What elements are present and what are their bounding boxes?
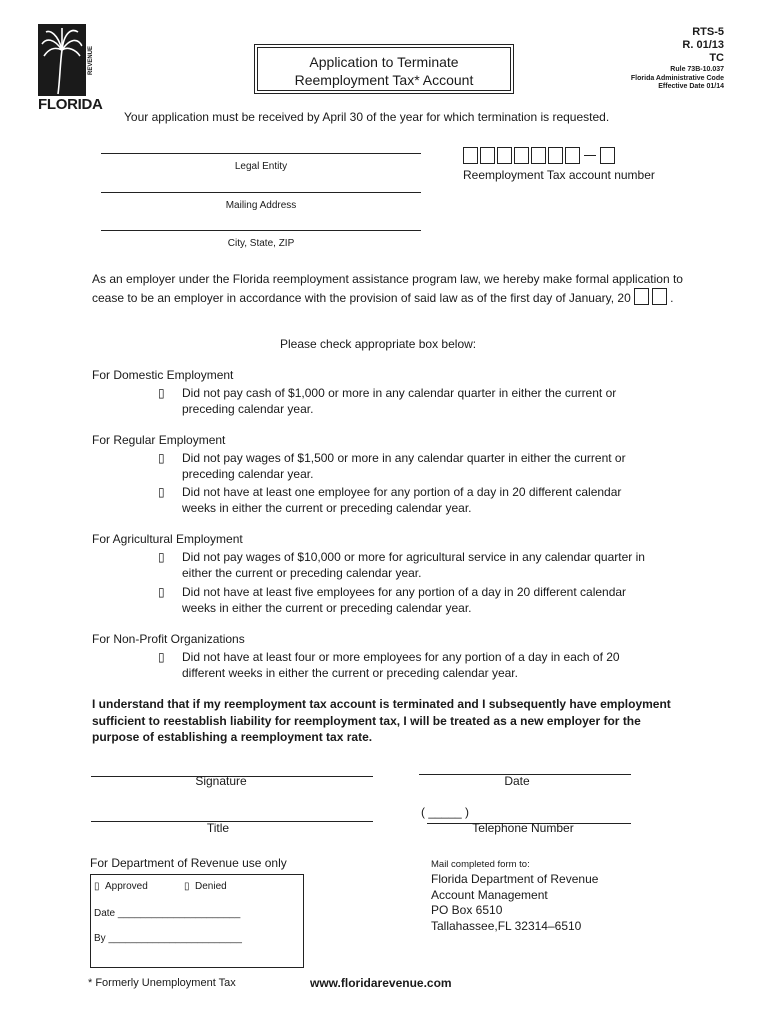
agricultural-checkbox-1[interactable]: ▯ bbox=[158, 550, 165, 564]
mailing-address-field[interactable] bbox=[101, 192, 421, 193]
rule-number: Rule 73B-10.037 bbox=[670, 66, 724, 73]
dor-by-field[interactable]: By ________________________ bbox=[94, 933, 242, 944]
account-digit-box[interactable] bbox=[497, 147, 512, 164]
account-number-label: Reemployment Tax account number bbox=[463, 168, 655, 182]
regular-option-2 bbox=[182, 485, 682, 516]
department-of-revenue-text: DEPARTMENT OF REVENUE bbox=[82, 34, 94, 86]
nonprofit-section-title: For Non-Profit Organizations bbox=[92, 632, 245, 646]
form-title-line2: Reemployment Tax* Account bbox=[294, 72, 474, 88]
approved-label: Approved bbox=[105, 881, 148, 892]
account-check-digit-box[interactable] bbox=[600, 147, 615, 164]
option-text-line: either the current or preceding calendar year. bbox=[182, 565, 422, 580]
option-text-line: Did not have at least four or more employees for any portion of a day in each of 20 bbox=[182, 650, 620, 664]
denied-checkbox[interactable]: ▯ bbox=[184, 881, 190, 892]
application-statement bbox=[92, 271, 692, 306]
agricultural-option-2 bbox=[182, 585, 682, 616]
mail-address bbox=[431, 872, 598, 934]
form-tc: TC bbox=[709, 52, 724, 64]
agricultural-section-title: For Agricultural Employment bbox=[92, 532, 243, 546]
mail-address-line: PO Box 6510 bbox=[431, 903, 503, 917]
account-digit-box[interactable] bbox=[531, 147, 546, 164]
form-title-box bbox=[254, 44, 514, 94]
year-digit-box[interactable] bbox=[634, 288, 649, 305]
year-digit-box[interactable] bbox=[652, 288, 667, 305]
area-code-field[interactable]: ( _____ ) bbox=[421, 805, 470, 819]
mailing-address-label: Mailing Address bbox=[225, 200, 297, 211]
telephone-label: Telephone Number bbox=[472, 821, 574, 835]
regular-option-1 bbox=[182, 451, 682, 482]
account-digit-box[interactable] bbox=[463, 147, 478, 164]
signature-label: Signature bbox=[195, 774, 247, 788]
denied-label: Denied bbox=[195, 881, 227, 892]
form-title-line1: Application to Terminate bbox=[309, 54, 459, 70]
city-state-zip-label: City, State, ZIP bbox=[227, 238, 295, 249]
dor-use-box bbox=[90, 874, 304, 968]
option-text-line: weeks in either the current or preceding calendar year. bbox=[182, 500, 472, 515]
regular-checkbox-2[interactable]: ▯ bbox=[158, 485, 165, 499]
acknowledgement-statement: I understand that if my reemployment tax account is terminated and I subsequently have employment sufficient to reestablish liability for reemployment tax, I will be treated as a new employer for the purpose of establishing a reemployment tax rate. bbox=[92, 697, 671, 744]
approved-checkbox[interactable]: ▯ bbox=[94, 881, 100, 892]
legal-entity-label: Legal Entity bbox=[234, 161, 288, 172]
account-digit-box[interactable] bbox=[565, 147, 580, 164]
legal-entity-field[interactable] bbox=[101, 153, 421, 154]
account-dash bbox=[584, 155, 596, 156]
form-code: RTS-5 bbox=[692, 26, 724, 38]
domestic-checkbox-1[interactable]: ▯ bbox=[158, 386, 165, 400]
dor-date-field[interactable]: Date ______________________ bbox=[94, 908, 241, 919]
option-text-line: preceding calendar year. bbox=[182, 401, 314, 416]
rule-info bbox=[631, 66, 724, 92]
effective-date: Effective Date 01/14 bbox=[658, 83, 724, 90]
nonprofit-option-1 bbox=[182, 650, 682, 681]
form-identifier bbox=[682, 26, 724, 65]
florida-wordmark: FLORIDA bbox=[38, 96, 103, 113]
account-digit-box[interactable] bbox=[514, 147, 529, 164]
option-text-line: Did not have at least five employees for any portion of a day in 20 different calendar bbox=[182, 585, 627, 599]
option-text-line: Did not pay wages of $10,000 or more for agricultural service in any calendar quarter in bbox=[182, 550, 645, 564]
option-text-line: Did not pay wages of $1,500 or more in any calendar quarter in either the current or bbox=[182, 451, 626, 465]
regular-checkbox-1[interactable]: ▯ bbox=[158, 451, 165, 465]
account-digit-box[interactable] bbox=[480, 147, 495, 164]
nonprofit-checkbox-1[interactable]: ▯ bbox=[158, 650, 165, 664]
domestic-section-title: For Domestic Employment bbox=[92, 368, 234, 382]
agricultural-checkbox-2[interactable]: ▯ bbox=[158, 585, 165, 599]
footnote: * Formerly Unemployment Tax bbox=[88, 977, 236, 989]
website-link[interactable]: www.floridarevenue.com bbox=[310, 976, 452, 990]
form-revision: R. 01/13 bbox=[682, 39, 724, 51]
mail-address-line: Account Management bbox=[431, 887, 548, 902]
domestic-option-1 bbox=[182, 386, 682, 417]
check-instruction: Please check appropriate box below: bbox=[280, 337, 477, 351]
account-number-boxes[interactable] bbox=[463, 147, 617, 164]
option-text-line: Did not pay cash of $1,000 or more in any calendar quarter in either the current or bbox=[182, 386, 617, 400]
application-statement-text: As an employer under the Florida reemployment assistance program law, we hereby make formal application to cease to be an employer in accordance with the provision of said law as of the first day of January, 20 bbox=[92, 272, 683, 305]
option-text-line: preceding calendar year. bbox=[182, 466, 314, 481]
regular-section-title: For Regular Employment bbox=[92, 433, 226, 447]
application-statement-end: . bbox=[670, 290, 674, 305]
admin-code: Florida Administrative Code bbox=[630, 74, 724, 82]
agricultural-option-1 bbox=[182, 550, 682, 581]
option-text-line: Did not have at least one employee for any portion of a day in 20 different calendar bbox=[182, 485, 622, 499]
mail-caption: Mail completed form to: bbox=[431, 859, 530, 870]
title-label: Title bbox=[206, 821, 230, 835]
option-text-line: different weeks in either the current or preceding calendar year. bbox=[182, 665, 518, 680]
mail-address-line: Florida Department of Revenue bbox=[431, 872, 599, 886]
option-text-line: weeks in either the current or preceding calendar year. bbox=[182, 600, 472, 615]
mail-address-line: Tallahassee,FL 32314–6510 bbox=[431, 918, 582, 933]
date-label: Date bbox=[504, 774, 530, 788]
deadline-notice: Your application must be received by April 30 of the year for which termination is requested. bbox=[124, 110, 610, 124]
account-digit-box[interactable] bbox=[548, 147, 563, 164]
city-state-zip-field[interactable] bbox=[101, 230, 421, 231]
dor-use-title: For Department of Revenue use only bbox=[90, 856, 287, 870]
